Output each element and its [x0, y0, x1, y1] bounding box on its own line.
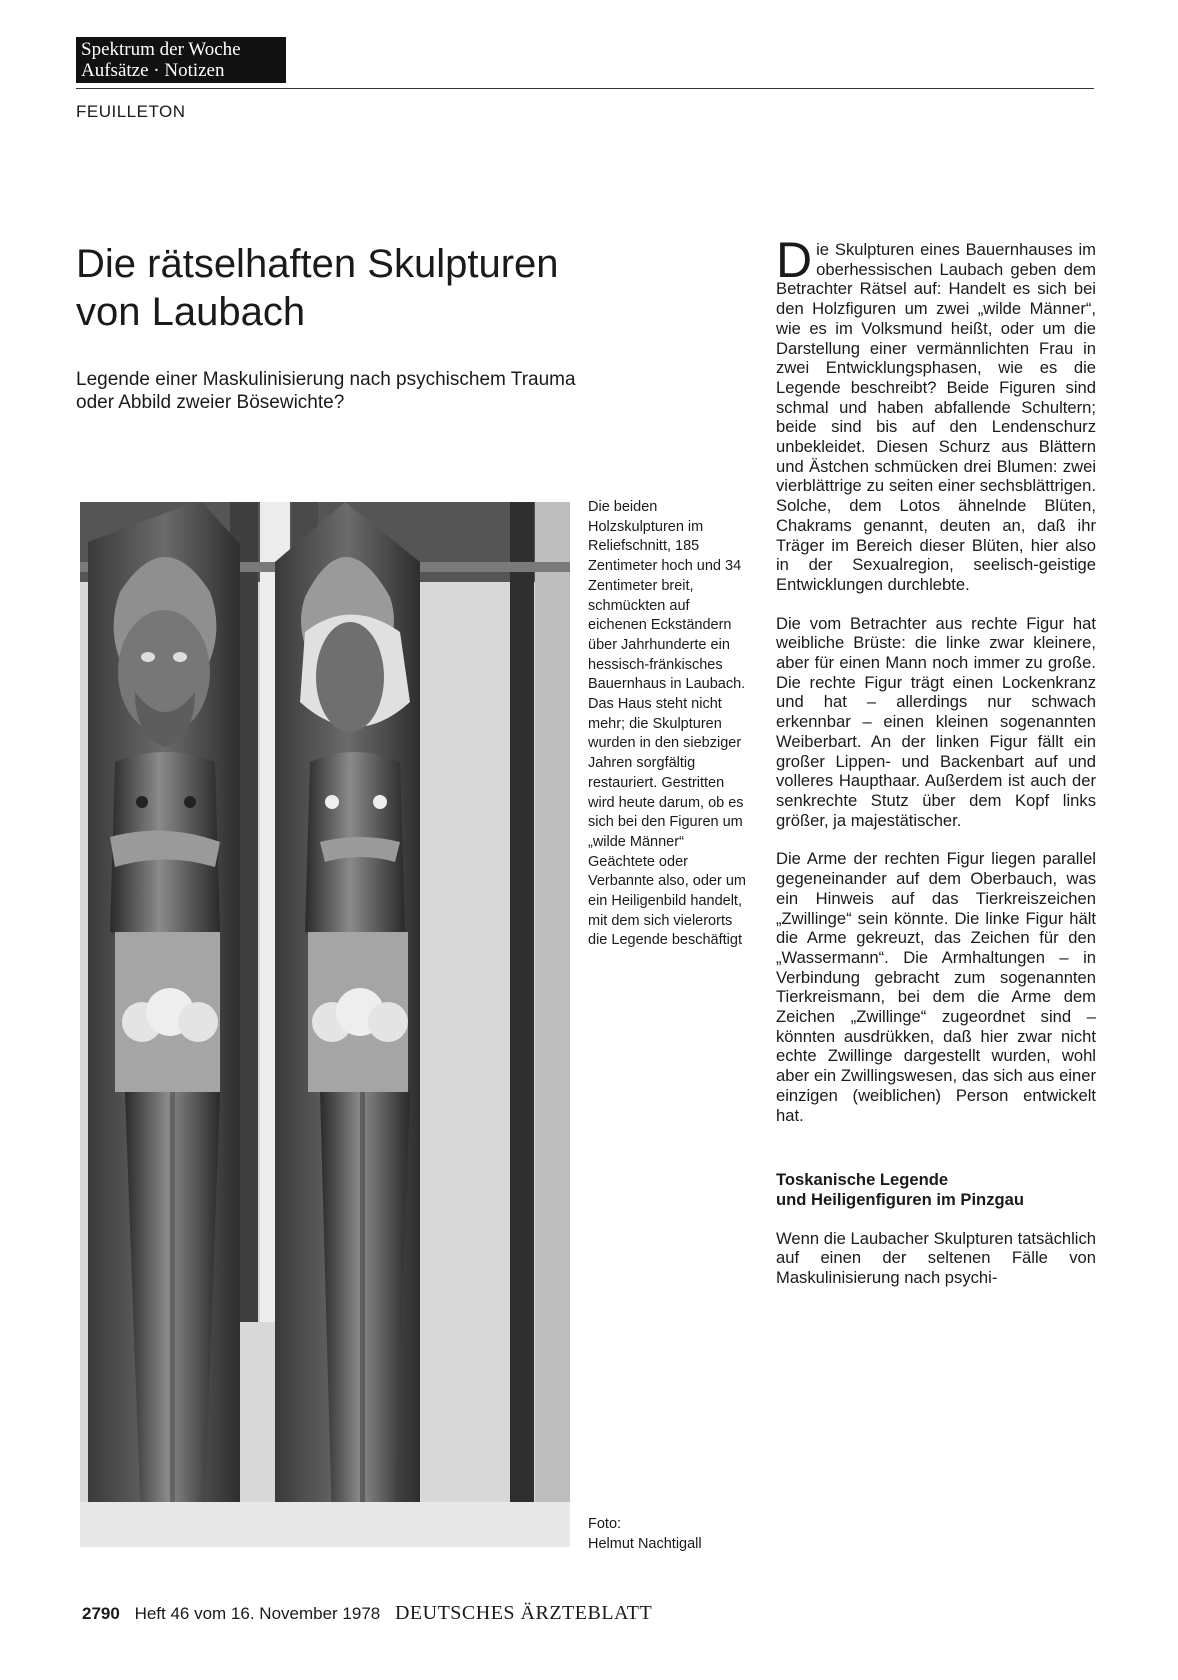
subheading-line-1: Toskanische Legende — [776, 1170, 949, 1190]
journal-name: DEUTSCHES ÄRZTEBLATT — [394, 1602, 653, 1624]
title-line-2: von Laubach — [76, 290, 306, 334]
body-paragraph-2: Die vom Betrachter aus rechte Figur hat weibliche Brüste: die linke zwar kleinere, aber für einen Mann noch immer zu große. Die rechte Figur trägt einen Lockenkranz und hat – allerdings nur schwach erkennbar – einen kleinen sogenannten Weiberbart. An der linken Figur fällt ein großer Lippen- und Backenbart auf und volleres Haupthaar. Außerdem ist auch der senkrechte Stutz über dem Kopf links größer, ja majestätischer. — [776, 613, 1096, 830]
right-sculpture — [275, 502, 420, 1547]
photo-credit — [588, 1515, 748, 1554]
body-paragraph-4: Wenn die Laubacher Skulpturen tatsächlich auf einen der seltenen Fälle von Maskulinisierung nach psychi- — [776, 1228, 1096, 1288]
subheading-line-2: und Heiligenfiguren im Pinzgau — [776, 1189, 1024, 1209]
top-rule — [76, 88, 1094, 89]
credit-line-1: Foto: — [588, 1516, 622, 1532]
page-number: 2790 — [82, 1604, 120, 1623]
subtitle-line-2: oder Abbild zweier Bösewichte? — [76, 392, 345, 413]
badge-line-1: Spektrum der Woche — [81, 39, 241, 60]
issue-info: Heft 46 vom 16. November 1978 — [134, 1604, 381, 1623]
section-badge — [76, 37, 286, 83]
credit-line-2: Helmut Nachtigall — [588, 1535, 702, 1552]
body-paragraph-3: Die Arme der rechten Figur liegen parallel gegeneinander auf dem Oberbauch, was ein Hinweis auf das Tierkreiszeichen „Zwillinge“ sein könnte. Die linke Figur hält die Arme gekreuzt, das Zeichen für den „Wassermann“. Die Armhaltungen – in Verbindung gebracht zum sogenannten Tierkreismann, bei dem die Arme dem Zeichen „Zwillinge“ zugeordnet sind – könnten ausdrükken, daß hier zwar nicht echte Zwillinge dargestellt wurden, wohl aber ein Zwillingswesen, das sich aus einer einzigen (weiblichen) Person entwickelt hat. — [776, 849, 1096, 1125]
article-body — [776, 232, 1096, 1307]
subtitle-line-1: Legende einer Maskulinisierung nach psychischem Trauma — [76, 369, 576, 390]
page-footer — [82, 1602, 652, 1625]
left-sculpture — [88, 502, 240, 1547]
section-label: FEUILLETON — [76, 102, 186, 121]
title-line-1: Die rätselhaften Skulpturen — [76, 242, 559, 286]
subheading — [776, 1170, 1096, 1209]
article-title — [76, 240, 636, 336]
photo-caption: Die beiden Holzskulpturen im Reliefschnitt, 185 Zentimeter hoch und 34 Zentimeter breit, schmückten auf eichenen Eckständern über Jahrhunderte ein hessisch-fränkisches Bauernhaus in Laubach. Das Haus steht nicht mehr; die Skulpturen wurden in den siebziger Jahren sorgfältig restauriert. Gestritten wird heute darum, ob es sich bei den Figuren um „wilde Männer“ Geächtete oder Verbannte also, oder um ein Heiligenbild handelt, mit dem sich vielerorts die Legende beschäftigt — [588, 499, 746, 949]
badge-line-2: Aufsätze · Notizen — [81, 60, 225, 81]
article-subtitle — [76, 368, 676, 414]
body-paragraph-1: Die Skulpturen eines Bauernhauses im oberhessischen Laubach geben dem Betrachter Rätsel auf: Handelt es sich bei den Holzfiguren um zwei „wilde Männer“, wie es im Volksmund heißt, oder um die Darstellung einer vermännlichten Frau in zwei Entwicklungsphasen, wie es die Legende beschreibt? Beide Figuren sind schmal und haben abfallende Schultern; beide sind bis auf den Lendenschurz unbekleidet. Diesen Schurz aus Blättern und Ästchen schmücken drei Blumen: zwei vierblättrige zu seiten einer sechsblättrigen. Solche, dem Lotos ähnelnde Blüten, Chakrams genannt, deuten an, daß ihr Träger im Bereich dieser Blüten, hier also in der Sexualregion, seelisch-geistige Entwicklungen durchlebte. — [776, 232, 1096, 594]
sculpture-photo — [80, 502, 570, 1547]
